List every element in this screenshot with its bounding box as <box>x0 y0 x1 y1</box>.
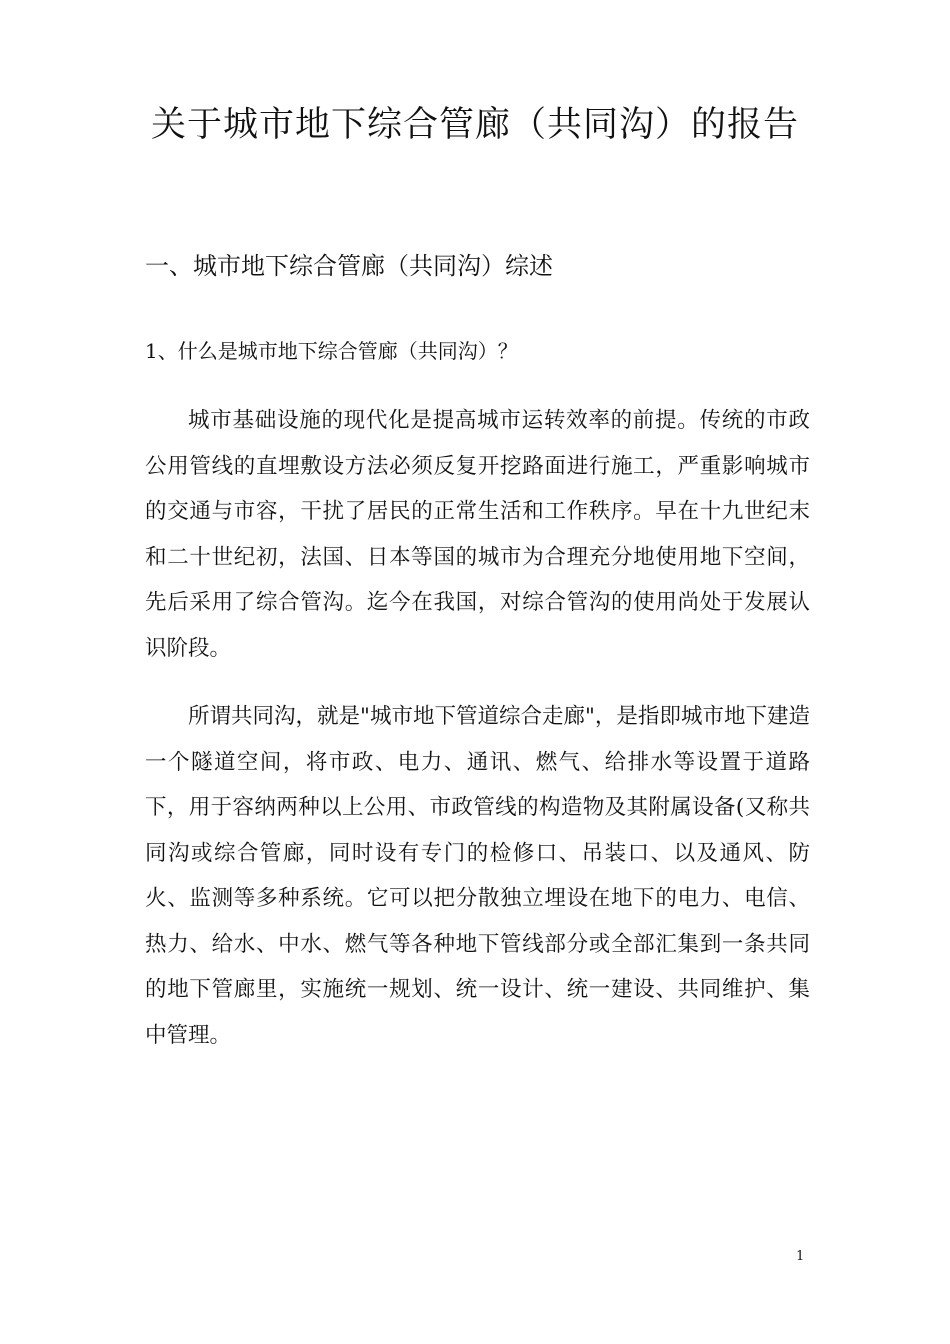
sub-heading: 1、什么是城市地下综合管廊（共同沟）？ <box>145 339 518 363</box>
page-title: 关于城市地下综合管廊（共同沟）的报告 <box>150 105 799 145</box>
section-heading: 一、城市地下综合管廊（共同沟）综述 <box>145 252 553 280</box>
paragraph-1: 城市基础设施的现代化是提高城市运转效率的前提。传统的市政公用管线的直埋敷设方法必须反复开挖路面进行施工，严重影响城市的交通与市容，干扰了居民的正常生活和工作秩序。早在十九世纪末和二十世纪初，法国、日本等国的城市为合理充分地使用地下空间，先后采用了综合管沟。迄今在我国，对综合管沟的使用尚处于发展认识阶段。 <box>145 408 810 661</box>
page-number: 1 <box>796 1249 805 1264</box>
paragraph-2: 所谓共同沟，就是"城市地下管道综合走廊"，是指即城市地下建造一个隧道空间，将市政、电力、通讯、燃气、给排水等设置于道路下，用于容纳两种以上公用、市政管线的构造物及其附属设备(又称共同沟或综合管廊，同时设有专门的检修口、吊装口、以及通风、防火、监测等多种系统。它可以把分散独立埋设在地下的电力、电信、热力、给水、中水、燃气等各种地下管线部分或全部汇集到一条共同的地下管廊里，实施统一规划、统一设计、统一建设、共同维护、集中管理。 <box>145 704 810 1048</box>
